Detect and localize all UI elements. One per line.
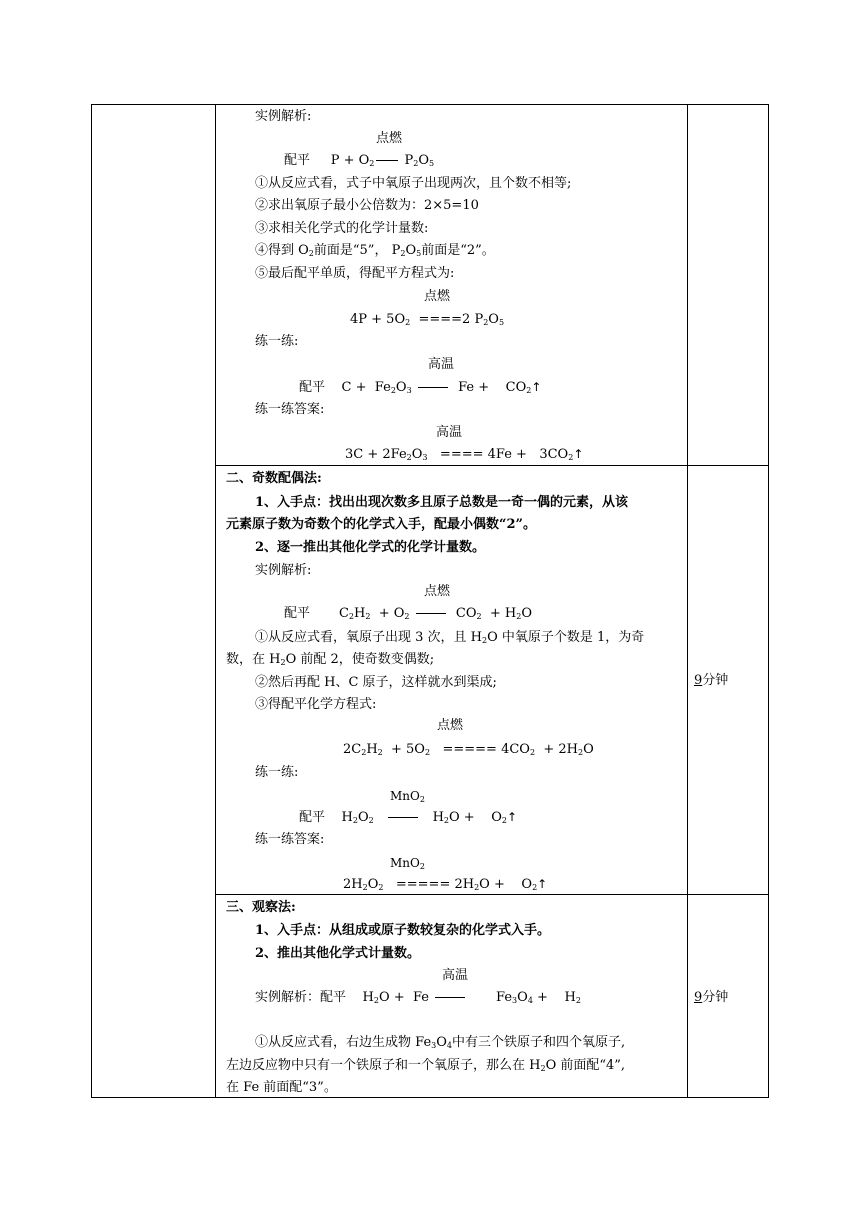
reaction-condition: 点燃: [376, 131, 403, 146]
step-text: 数，在 $H_2O$ 前配 2，使奇数变偶数;: [226, 652, 435, 667]
balance-exercise: 配平 $C_2H_2 + O_2$ $CO_2 + H_2O$: [284, 606, 532, 621]
gas-arrow-icon: ↑: [531, 380, 542, 394]
method-point: 1、入手点：找出出现次数多且原子总数是一奇一偶的元素，从该: [255, 495, 629, 510]
reaction-condition: 点燃: [424, 584, 451, 599]
step-text: ②然后再配 H、C 原子，这样就水到渠成;: [255, 675, 497, 690]
step-text: ①从反应式看，式子中氧原子出现两次，且个数不相等;: [255, 176, 572, 191]
table-border-bottom: [91, 1097, 769, 1098]
section-heading: 三、观察法:: [226, 900, 296, 915]
reaction-condition: 高温: [442, 968, 469, 983]
practice-label: 练一练:: [255, 334, 299, 349]
section-heading: 二、奇数配偶法:: [226, 471, 322, 486]
gas-arrow-icon: ↑: [506, 810, 518, 824]
example-label: 实例解析:: [255, 563, 312, 578]
table-border-left: [91, 104, 92, 1098]
method-point: 1、入手点：从组成或原子数较复杂的化学式入手。: [255, 923, 551, 938]
table-border-top: [91, 104, 769, 105]
gas-arrow-icon: ↑: [573, 447, 584, 461]
step-text: ⑤最后配平单质，得配平方程式为:: [255, 266, 455, 281]
answer-label: 练一练答案:: [255, 402, 325, 417]
reaction-condition: 点燃: [437, 718, 464, 733]
table-border-col1: [215, 104, 216, 1098]
step-text: ③得配平化学方程式:: [255, 697, 377, 712]
practice-label: 练一练:: [255, 765, 299, 780]
step-text: 左边反应物中只有一个铁原子和一个氧原子，那么在 $H_2O$ 前面配“4”,: [226, 1058, 626, 1073]
step-text: ④得到 $O_2$前面是“5”， $P_2O_5$前面是“2”。: [255, 243, 495, 258]
catalyst-label: MnO$_2$: [390, 789, 425, 804]
row-divider-1: [215, 465, 769, 466]
example-label: 实例解析:: [255, 109, 312, 124]
balanced-equation: $2C_2H_2 + 5O_2$ ===== $4CO_2 + 2H_2O$: [343, 742, 594, 757]
practice-answer-equation: $2H_2O_2$ ===== $2H_2O$ + $O_2↑$: [343, 877, 548, 892]
reaction-condition: 高温: [428, 357, 455, 372]
method-point: 元素原子数为奇数个的化学式入手，配最小偶数“2”。: [226, 517, 537, 532]
practice-equation: 配平 $H_2O_2$ $H_2O$ + $O_2↑$: [299, 810, 518, 825]
balance-exercise: 配平 $P + O_2$ $P_2O_5$: [284, 153, 435, 168]
row-divider-2: [215, 894, 769, 895]
balanced-equation: $4P + 5O_2 ====2$ $P_2O_5$: [350, 312, 505, 327]
reaction-condition: 点燃: [424, 289, 451, 304]
step-text: ③求相关化学式的化学计量数:: [255, 221, 429, 236]
step-text: ②求出氧原子最小公倍数为：2×5=10: [255, 198, 479, 213]
table-border-col2: [687, 104, 688, 1098]
practice-answer-equation: $3C + 2Fe_2O_3$ ==== 4Fe + $3CO_2↑$: [345, 447, 584, 462]
step-text: ①从反应式看，氧原子出现 3 次，且 $H_2O$ 中氧原子个数是 1，为奇: [255, 630, 645, 645]
table-border-right: [768, 104, 769, 1098]
balance-exercise: 实例解析：配平 $H_2O + Fe$ $Fe_3O_4$ + $H_2$: [255, 990, 581, 1005]
answer-label: 练一练答案:: [255, 832, 325, 847]
step-text: 在 Fe 前面配“3”。: [226, 1080, 337, 1095]
gas-arrow-icon: ↑: [537, 877, 548, 891]
step-text: ①从反应式看，右边生成物 $Fe_3O_4$中有三个铁原子和四个氧原子,: [255, 1035, 626, 1050]
catalyst-label: MnO$_2$: [390, 856, 425, 871]
reaction-condition: 高温: [436, 425, 463, 440]
method-point: 2、逐一推出其他化学式的化学计量数。: [255, 540, 486, 555]
practice-equation: 配平 $C + Fe_2O_3$ Fe + $CO_2↑$: [299, 380, 542, 395]
time-allocation: 9分钟: [694, 673, 729, 688]
time-allocation: 9分钟: [694, 990, 729, 1005]
method-point: 2、推出其他化学式计量数。: [255, 946, 421, 961]
